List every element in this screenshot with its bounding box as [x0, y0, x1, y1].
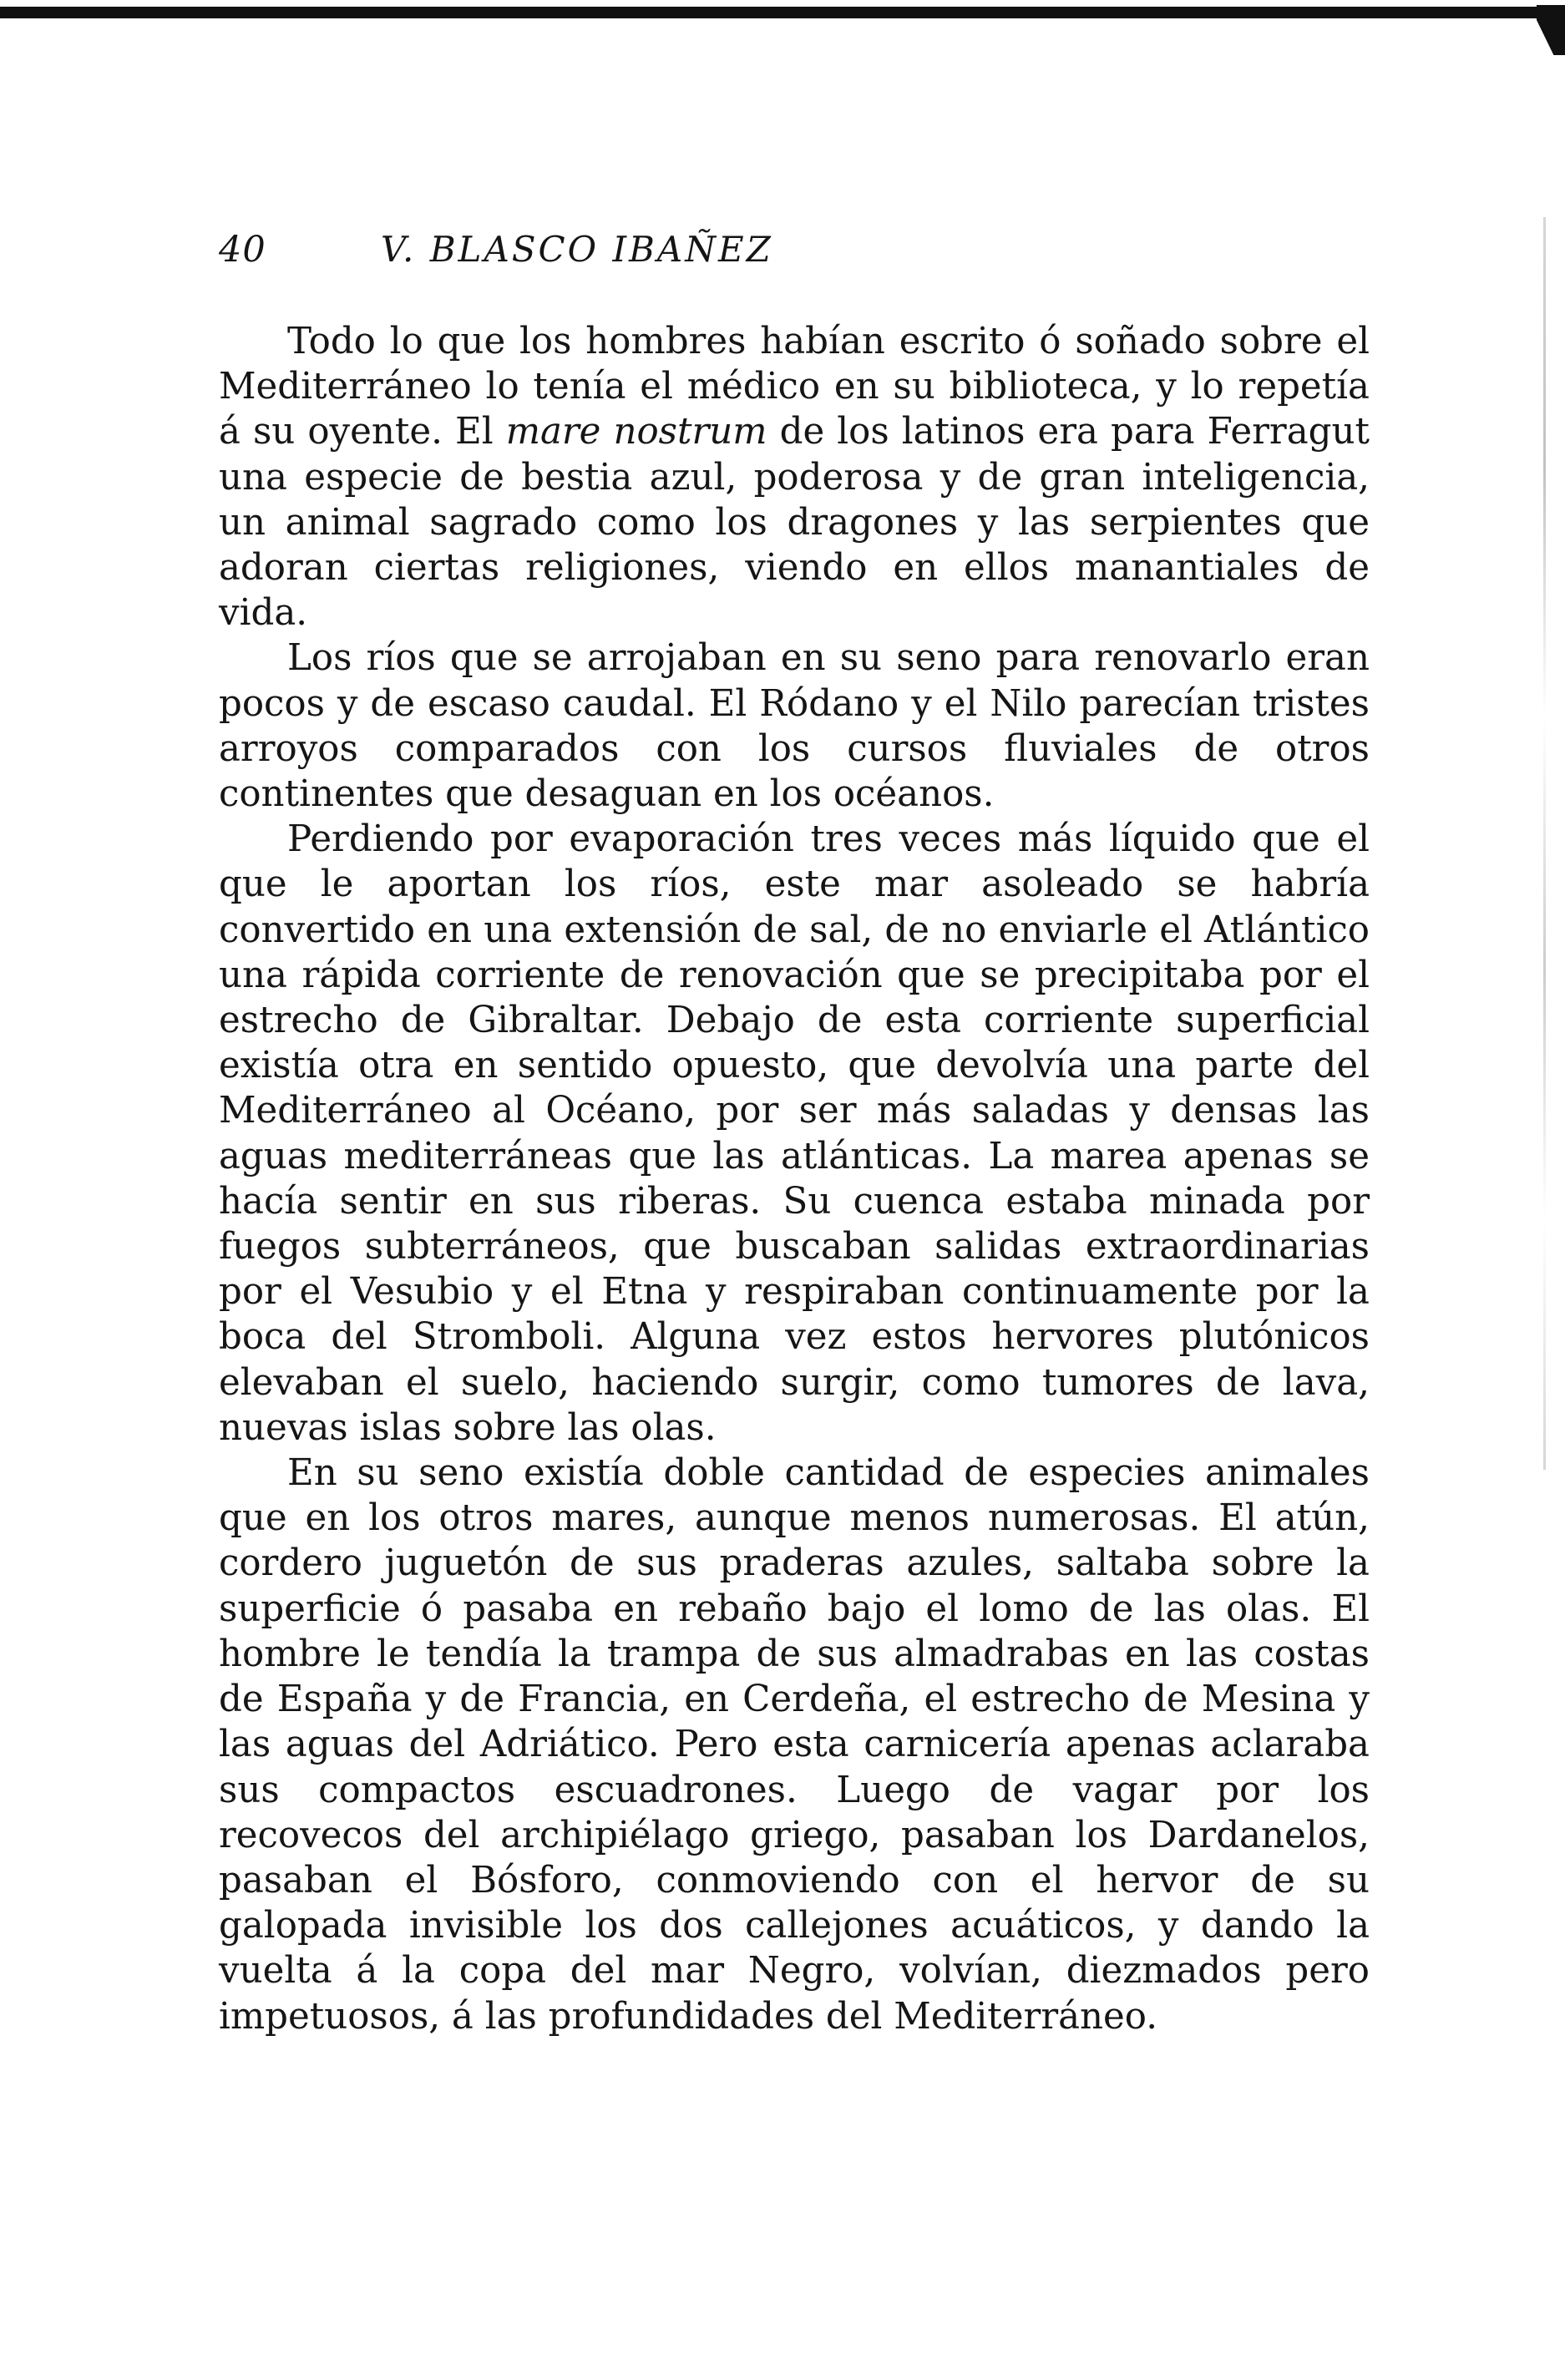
paragraph-1	[219, 319, 1370, 636]
paragraph-3: Perdiendo por evaporación tres veces más líquido que el que le aportan los ríos, este mar asoleado se habría convertido en una extensión de sal, de no enviarle el Atlántico una rápida corriente de renovación que se precipitaba por el estrecho de Gibraltar. Debajo de esta corriente superficial existía otra en sentido opuesto, que devolvía una parte del Mediterráneo al Océano, por ser más saladas y densas las aguas mediterráneas que las atlánticas. La marea apenas se hacía sentir en sus riberas. Su cuenca estaba minada por fuegos subterráneos, que buscaban salidas extraordinarias por el Vesubio y el Etna y respiraban continuamente por la boca del Stromboli. Alguna vez estos hervores plutónicos elevaban el suelo, haciendo surgir, como tumores de lava, nuevas islas sobre las olas.	[219, 818, 1370, 1449]
running-header	[219, 219, 1370, 286]
paragraph-1-italic-phrase: mare nostrum	[505, 411, 767, 453]
top-border-rule	[0, 7, 1565, 18]
page-number: 40	[219, 229, 266, 271]
page-edge-shadow	[1543, 217, 1546, 1470]
book-page	[219, 219, 1370, 2039]
paragraph-1-end: de los latinos era para Ferragut una especie de bestia azul, poderosa y de gran inteligencia, un animal sagrado como los dragones y las serpientes que adoran ciertas religiones, viendo en ellos manantiales de vida.	[219, 411, 1370, 635]
top-border-corner	[1537, 5, 1565, 55]
paragraph-1-start: Todo lo que los hombres habían escrito ó soñado sobre el Mediterráneo lo tenía el médico en su biblioteca, y lo repetía á su oyente. El	[219, 321, 1370, 453]
paragraph-2: Los ríos que se arrojaban en su seno para renovarlo eran pocos y de escaso caudal. El Ródano y el Nilo parecían tristes arroyos comparados con los cursos fluviales de otros continentes que desaguan en los océanos.	[219, 637, 1370, 816]
paragraph-4: En su seno existía doble cantidad de especies animales que en los otros mares, aunque menos numerosas. El atún, cordero juguetón de sus praderas azules, saltaba sobre la superficie ó pasaba en rebaño bajo el lomo de las olas. El hombre le tendía la trampa de sus almadrabas en las costas de España y de Francia, en Cerdeña, el estrecho de Mesina y las aguas del Adriático. Pero esta carnicería apenas aclaraba sus compactos escuadrones. Luego de vagar por los recovecos del archipiélago griego, pasaban los Dardanelos, pasaban el Bósforo, conmoviendo con el hervor de su galopada invisible los dos callejones acuáticos, y dando la vuelta á la copa del mar Negro, volvían, diezmados pero impetuosos, á las profundidades del Mediterráneo.	[219, 1452, 1370, 2038]
body-text	[219, 319, 1370, 2039]
running-title: V. BLASCO IBAÑEZ	[381, 229, 773, 270]
